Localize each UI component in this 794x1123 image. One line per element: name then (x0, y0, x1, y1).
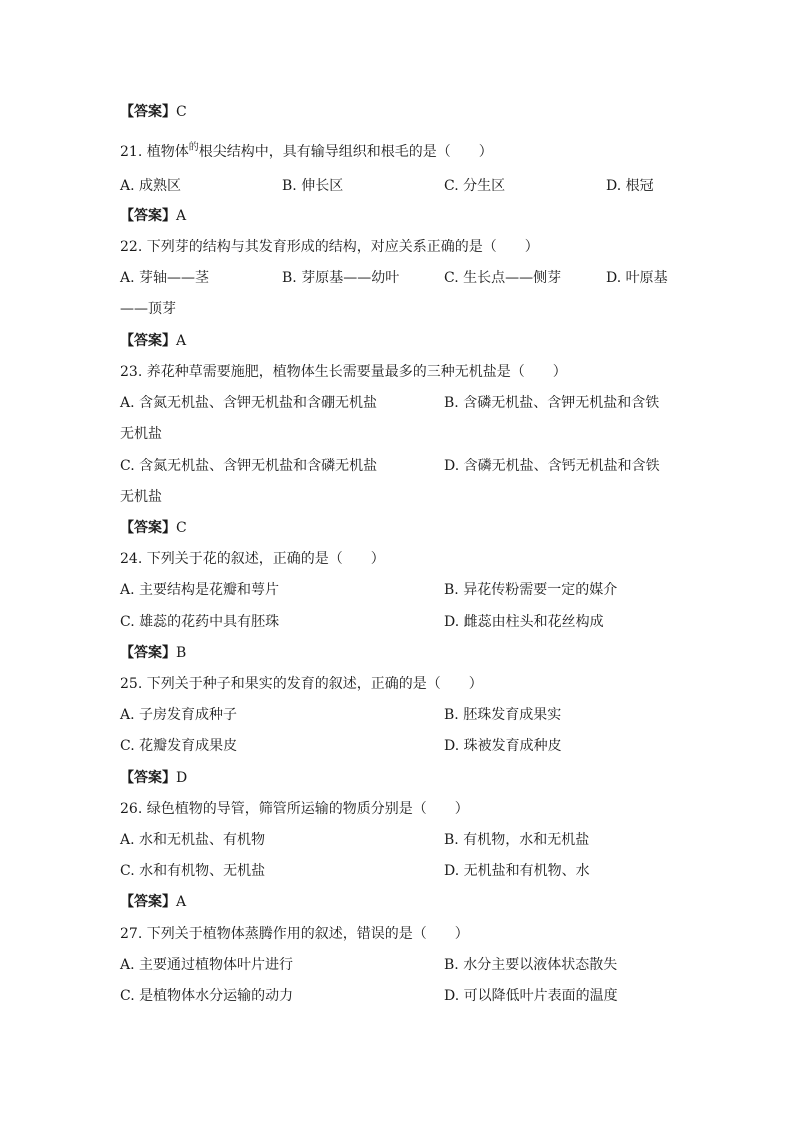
answer-line-20 (120, 102, 187, 122)
q23-option-d: D. 含磷无机盐、含钙无机盐和含铁 (444, 458, 660, 474)
q21-option-c: C. 分生区 (444, 178, 506, 194)
q23-option-d-wrap: 无机盐 (120, 489, 162, 505)
answer-label: 【答案】 (120, 104, 176, 120)
answer-label: 【答案】 (120, 333, 176, 349)
question-25-stem: 25. 下列关于种子和果实的发育的叙述，正确的是（ ） (120, 676, 483, 692)
q26-option-a: A. 水和无机盐、有机物 (120, 832, 266, 848)
answer-label: 【答案】 (120, 645, 176, 661)
answer-label: 【答案】 (120, 894, 176, 910)
answer-value: A (176, 208, 187, 224)
q27-option-d: D. 可以降低叶片表面的温度 (444, 988, 618, 1004)
answer-value: C (176, 520, 187, 536)
answer-value: D (176, 770, 188, 786)
q26-option-b: B. 有机物，水和无机盐 (444, 832, 590, 848)
q23-option-c: C. 含氮无机盐、含钾无机盐和含磷无机盐 (120, 458, 378, 474)
q27-option-a: A. 主要通过植物体叶片进行 (120, 957, 294, 973)
q22-option-d: D. 叶原基 (606, 270, 668, 286)
answer-value: B (176, 645, 187, 661)
q25-option-c: C. 花瓣发育成果皮 (120, 738, 238, 754)
stem-part: 根尖结构中，具有输导组织和根毛的是（ ） (198, 144, 493, 160)
q26-option-d: D. 无机盐和有机物、水 (444, 863, 590, 879)
q22-option-b: B. 芽原基——幼叶 (282, 270, 400, 286)
answer-value: C (176, 104, 187, 120)
q25-option-a: A. 子房发育成种子 (120, 707, 238, 723)
answer-line-24 (120, 643, 186, 663)
q23-option-b-wrap: 无机盐 (120, 426, 162, 442)
q25-option-d: D. 珠被发育成种皮 (444, 738, 562, 754)
q24-option-c: C. 雄蕊的花药中具有胚珠 (120, 614, 280, 630)
answer-value: A (176, 333, 187, 349)
question-27-stem: 27. 下列关于植物体蒸腾作用的叙述，错误的是（ ） (120, 926, 469, 942)
answer-line-25 (120, 768, 187, 788)
stem-small-char: 的 (188, 142, 199, 153)
answer-value: A (176, 894, 187, 910)
q23-option-b: B. 含磷无机盐、含钾无机盐和含铁 (444, 395, 660, 411)
q23-option-a: A. 含氮无机盐、含钾无机盐和含硼无机盐 (120, 395, 378, 411)
question-24-stem: 24. 下列关于花的叙述，正确的是（ ） (120, 551, 385, 567)
answer-label: 【答案】 (120, 208, 176, 224)
q26-option-c: C. 水和有机物、无机盐 (120, 863, 266, 879)
q22-option-d-wrap: ——顶芽 (120, 301, 176, 317)
answer-label: 【答案】 (120, 520, 176, 536)
q24-option-a: A. 主要结构是花瓣和萼片 (120, 582, 280, 598)
question-26-stem: 26. 绿色植物的导管，筛管所运输的物质分别是（ ） (120, 801, 469, 817)
question-23-stem: 23. 养花种草需要施肥，植物体生长需要量最多的三种无机盐是（ ） (120, 364, 567, 380)
q25-option-b: B. 胚珠发育成果实 (444, 707, 562, 723)
answer-line-26 (120, 892, 186, 912)
q22-option-c: C. 生长点——侧芽 (444, 270, 562, 286)
q21-option-a: A. 成熟区 (120, 178, 182, 194)
q27-option-b: B. 水分主要以液体状态散失 (444, 957, 618, 973)
q21-option-d: D. 根冠 (606, 178, 654, 194)
question-21-stem (120, 142, 493, 164)
q21-option-b: B. 伸长区 (282, 178, 344, 194)
q22-option-a: A. 芽轴——茎 (120, 270, 210, 286)
q24-option-b: B. 异花传粉需要一定的媒介 (444, 582, 618, 598)
answer-label: 【答案】 (120, 770, 176, 786)
q27-option-c: C. 是植物体水分运输的动力 (120, 988, 294, 1004)
answer-line-23 (120, 518, 187, 538)
stem-part: 21. 植物体 (120, 144, 189, 160)
q24-option-d: D. 雌蕊由柱头和花丝构成 (444, 614, 604, 630)
question-22-stem: 22. 下列芽的结构与其发育形成的结构，对应关系正确的是（ ） (120, 239, 539, 255)
answer-line-22 (120, 331, 186, 351)
answer-line-21 (120, 206, 186, 226)
